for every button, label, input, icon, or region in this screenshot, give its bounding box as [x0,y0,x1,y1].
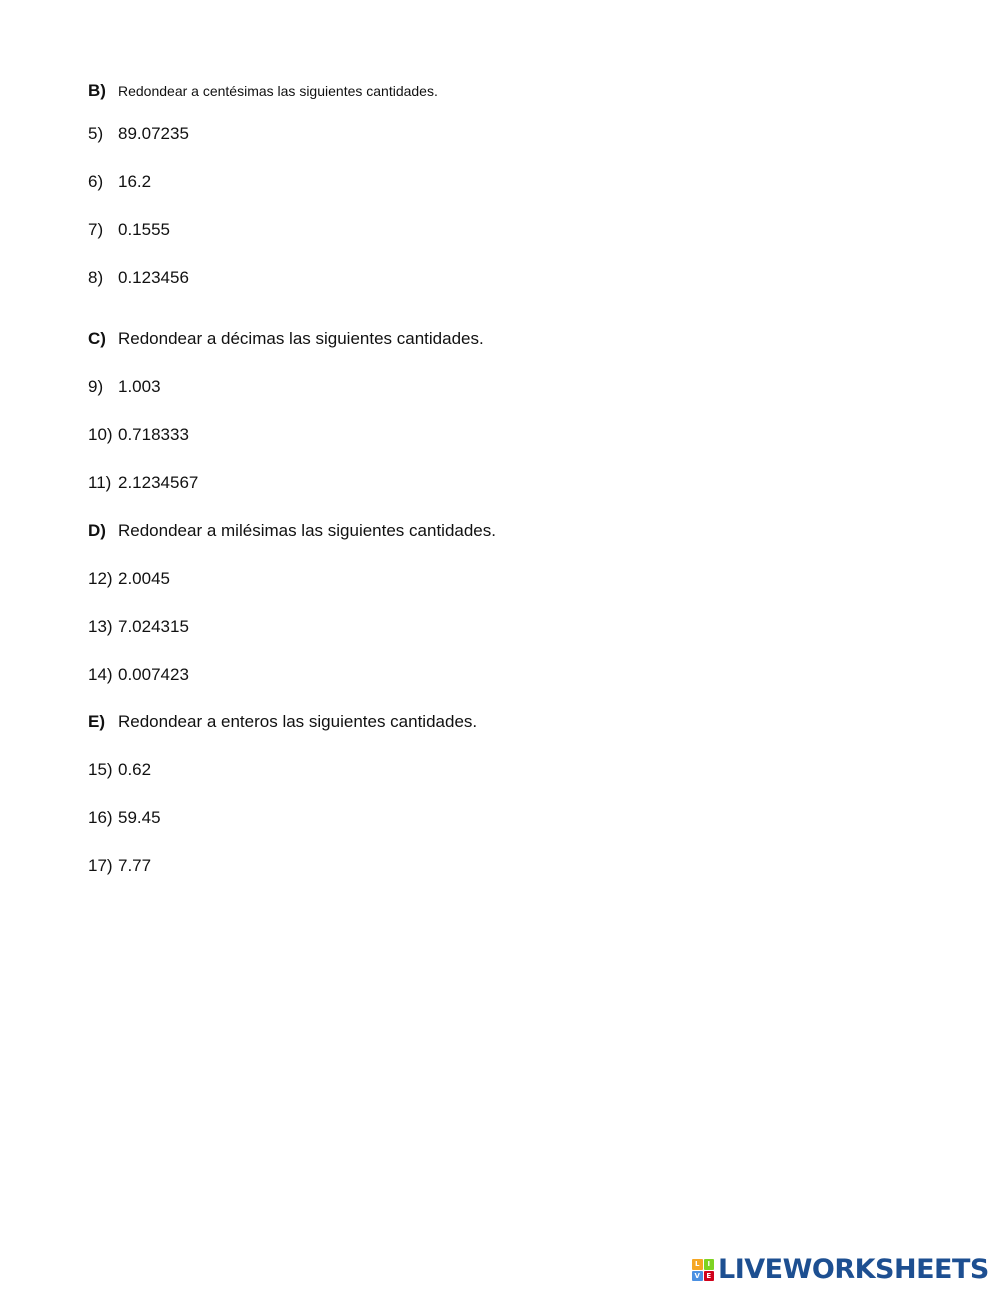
item-value: 7.77 [118,856,152,875]
item-value: 59.45 [118,808,161,827]
list-item [88,661,189,689]
item-number: 17) [88,856,113,875]
item-value: 0.123456 [118,268,189,287]
logo-letter-e: E [704,1271,715,1282]
item-number: 11) [88,473,112,492]
item-value: 2.1234567 [118,473,199,492]
list-item [88,852,151,880]
item-number: 14) [88,665,113,684]
list-item [88,421,189,449]
item-value: 2.0045 [118,569,170,588]
list-item [88,373,161,401]
logo-letter-v: V [692,1271,703,1282]
item-value: 16.2 [118,172,152,191]
logo-letter-l: L [692,1259,703,1270]
item-number: 8) [88,268,104,287]
item-number: 9) [88,377,104,396]
item-number: 10) [88,425,113,444]
item-value: 0.718333 [118,425,189,444]
section-letter: E) [88,712,105,731]
list-item [88,804,161,832]
section-b-heading [88,77,438,105]
section-e-heading [88,708,477,736]
list-item [88,756,151,784]
item-number: 15) [88,760,113,779]
logo-letter-i: I [704,1259,715,1270]
item-value: 1.003 [118,377,161,396]
live-icon [692,1259,714,1281]
list-item [88,469,198,497]
item-value: 0.1555 [118,220,170,239]
item-number: 12) [88,569,113,588]
section-title: Redondear a milésimas las siguientes cantidades. [118,521,496,540]
item-number: 5) [88,124,104,143]
item-value: 0.62 [118,760,152,779]
section-c-heading [88,325,484,353]
section-letter: C) [88,329,106,348]
list-item [88,168,151,196]
section-title: Redondear a décimas las siguientes cantidades. [118,329,484,348]
brand-wordmark: LIVEWORKSHEETS [718,1254,989,1285]
section-title: Redondear a enteros las siguientes cantidades. [118,712,478,731]
list-item [88,216,170,244]
item-number: 16) [88,808,113,827]
list-item [88,264,189,292]
liveworksheets-logo [692,1254,989,1286]
section-d-heading [88,517,496,545]
list-item [88,565,170,593]
list-item [88,613,189,641]
item-number: 13) [88,617,113,636]
item-number: 7) [88,220,104,239]
item-value: 0.007423 [118,665,189,684]
item-value: 7.024315 [118,617,189,636]
item-number: 6) [88,172,104,191]
list-item [88,120,189,148]
section-title: Redondear a centésimas las siguientes cantidades. [118,83,438,99]
item-value: 89.07235 [118,124,189,143]
section-letter: B) [88,81,106,100]
section-letter: D) [88,521,106,540]
